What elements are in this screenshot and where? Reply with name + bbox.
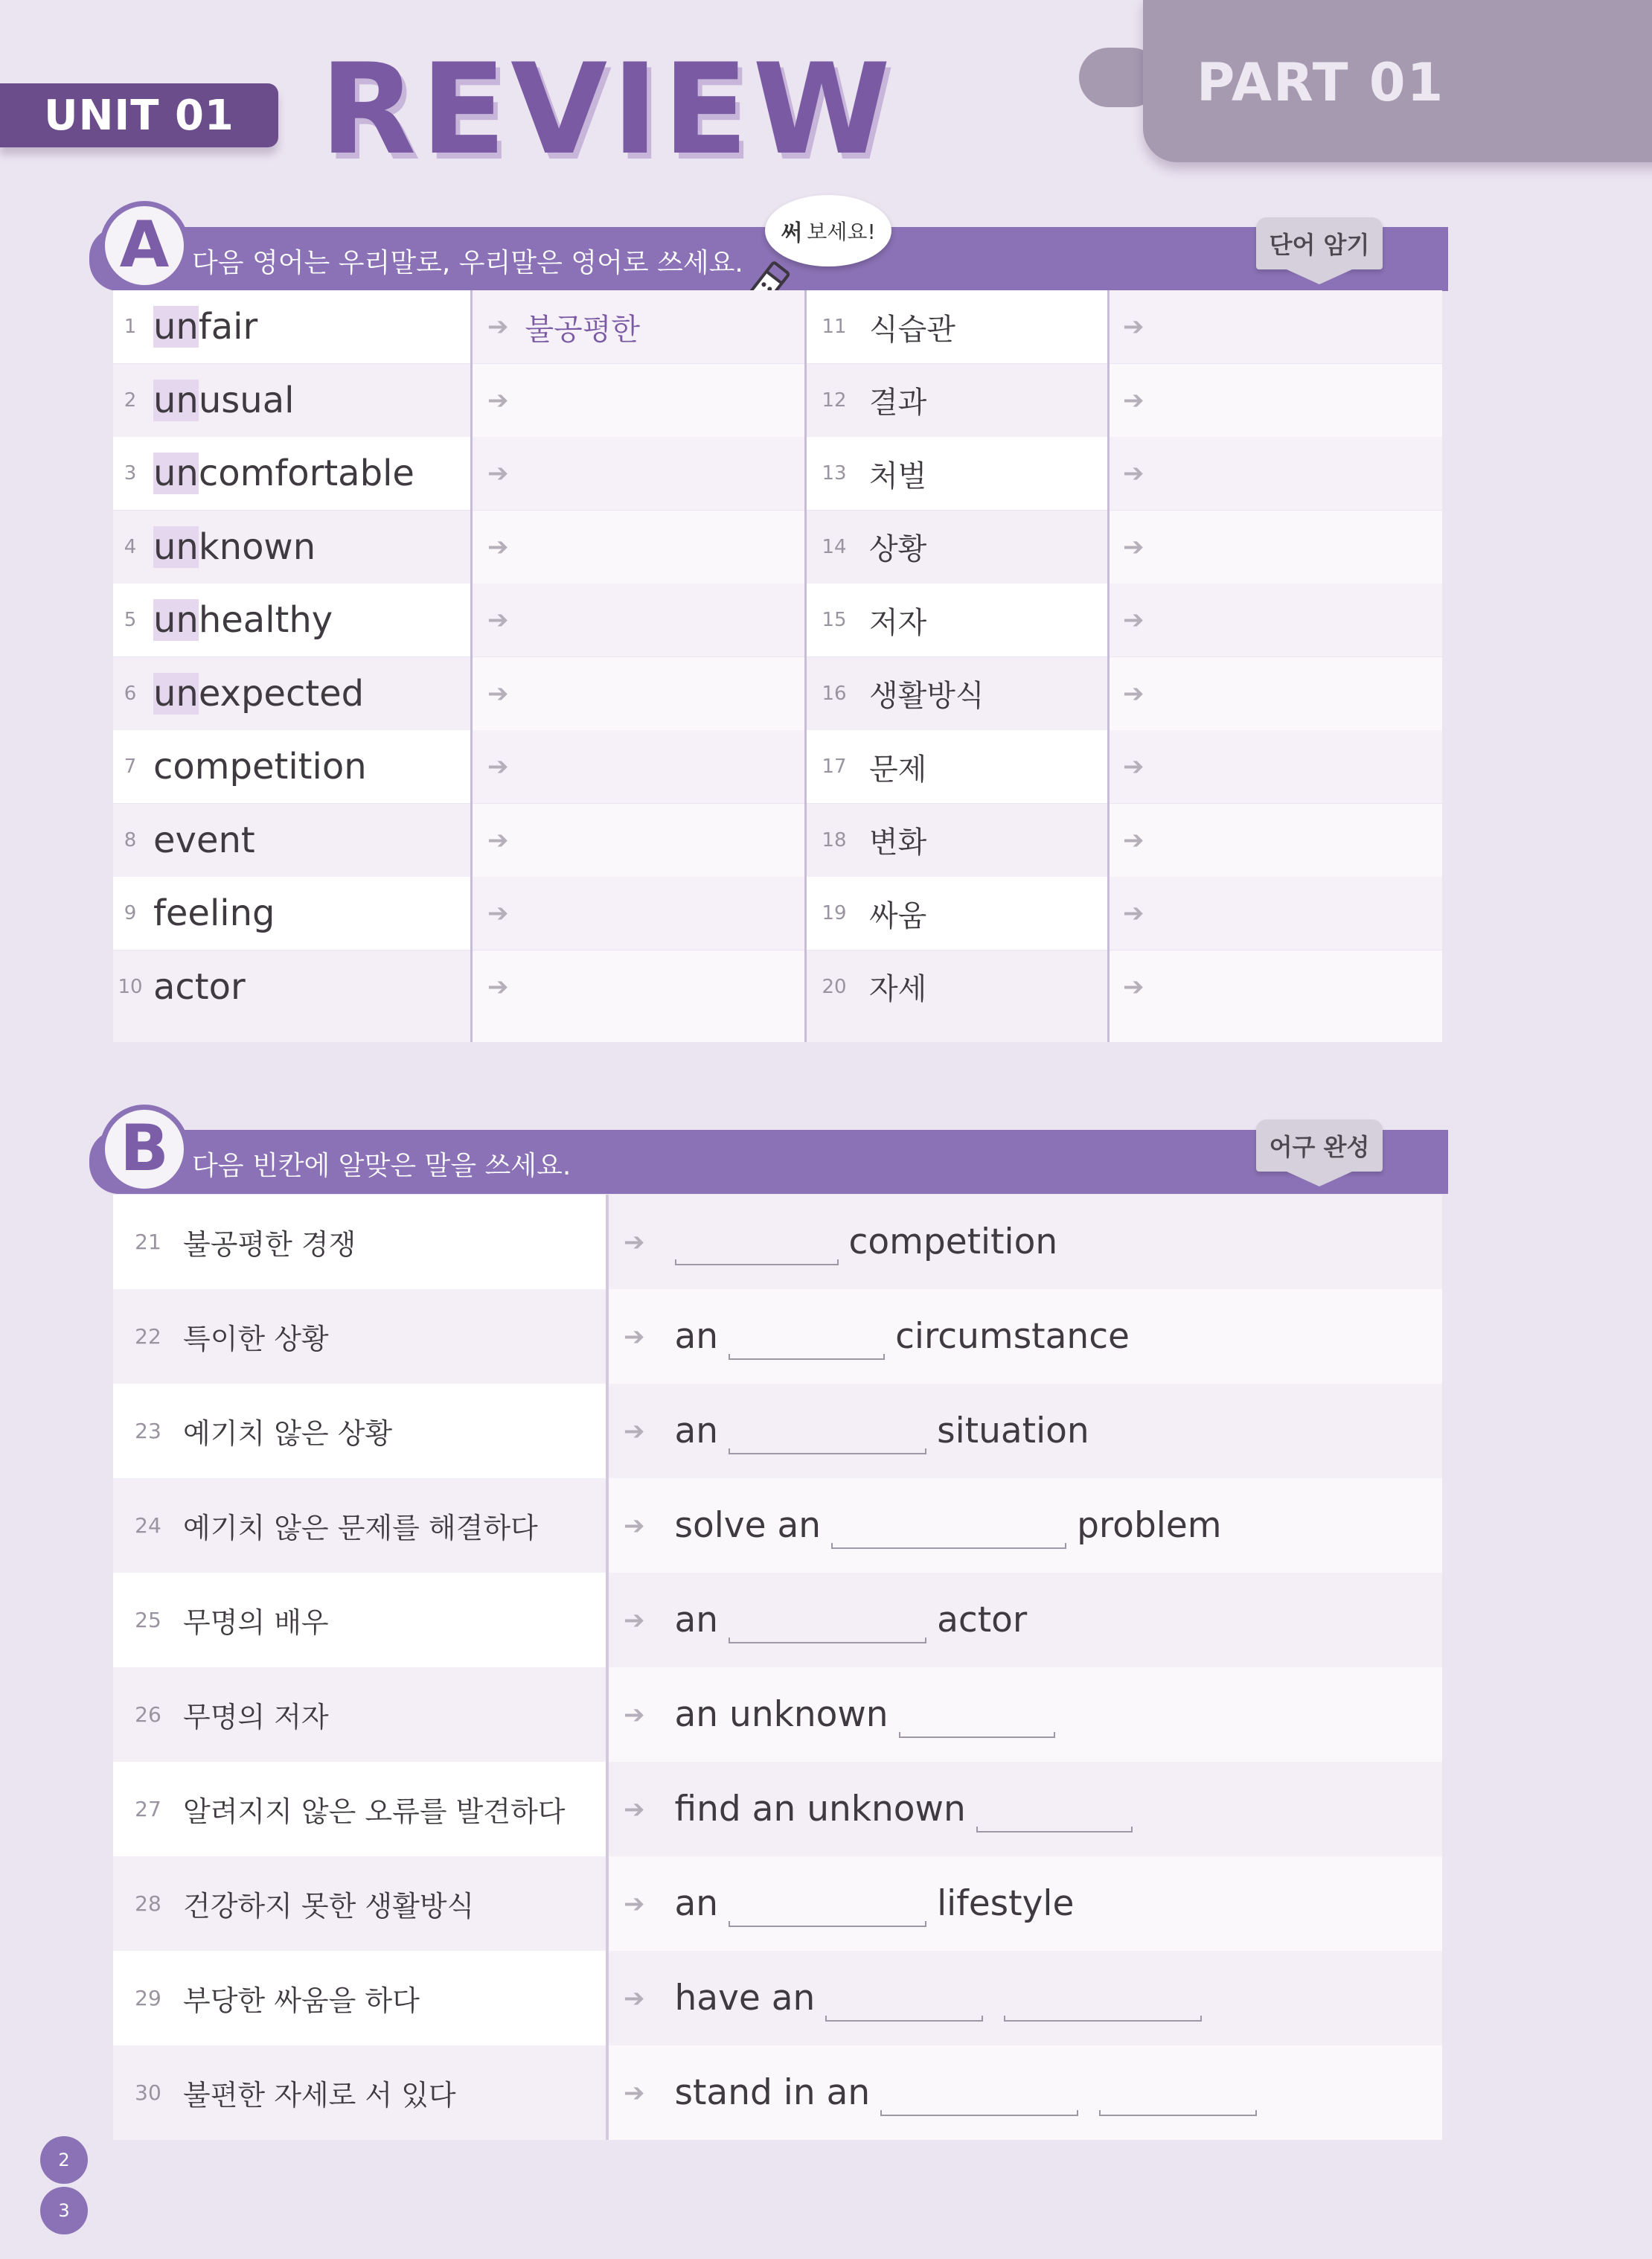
section-a-tag: 단어 암기 (1256, 217, 1383, 269)
arrow-icon: ➔ (624, 1794, 645, 1824)
left-word-cell (113, 511, 470, 584)
right-answer-cell[interactable] (1110, 437, 1442, 510)
right-answer-cell[interactable] (1110, 877, 1442, 950)
item-number: 4 (124, 535, 137, 558)
arrow-icon: ➔ (624, 1510, 645, 1541)
english-word (153, 306, 257, 348)
arrow-icon: ➔ (487, 458, 509, 488)
right-answer-cell[interactable] (1110, 657, 1442, 730)
section-a-letter: A (100, 201, 189, 290)
phrase-after: problem (1077, 1505, 1222, 1546)
english-cell (609, 1478, 1442, 1573)
answer-blank[interactable] (831, 1518, 1066, 1549)
word-prefix: un (153, 525, 199, 568)
right-answer-cell[interactable] (1110, 804, 1442, 877)
left-answer-cell[interactable] (473, 730, 804, 803)
english-phrase (675, 2072, 1268, 2113)
phrase-row (113, 1951, 1442, 2045)
korean-word: 자세 (869, 972, 927, 1006)
phrase-row (113, 1478, 1442, 1573)
english-phrase (675, 1694, 1066, 1735)
item-number: 21 (135, 1230, 161, 1254)
english-word (153, 380, 294, 421)
korean-word: 저자 (869, 605, 927, 640)
left-answer-cell[interactable] (473, 804, 804, 877)
korean-word: 변화 (869, 825, 927, 860)
arrow-icon: ➔ (1123, 971, 1144, 1002)
phrase-after: circumstance (895, 1316, 1130, 1357)
korean-cell (113, 1289, 606, 1384)
phrase-row (113, 1573, 1442, 1667)
korean-cell (113, 1384, 606, 1478)
korean-word: 생활방식 (869, 679, 985, 713)
word-rest: healthy (198, 599, 333, 641)
phrase-before: an (674, 1883, 719, 1924)
word-prefix: un (153, 453, 199, 494)
column-divider (1107, 290, 1110, 1042)
item-number: 28 (135, 1891, 161, 1916)
right-word-cell (807, 804, 1107, 877)
korean-cell (113, 2045, 606, 2140)
left-word-cell (113, 657, 470, 730)
phrase-before: an (674, 1316, 719, 1357)
right-word-cell (807, 877, 1107, 950)
english-phrase (675, 1789, 1143, 1830)
english-cell (609, 1856, 1442, 1951)
answer-blank[interactable] (675, 1234, 839, 1265)
word-prefix: un (153, 306, 199, 348)
item-number: 27 (135, 1797, 161, 1821)
item-number: 10 (118, 975, 143, 998)
right-answer-cell[interactable] (1110, 584, 1442, 656)
section-b-tag: 어구 완성 (1256, 1119, 1383, 1172)
english-word (153, 453, 414, 494)
answer-blank[interactable] (1004, 1990, 1202, 2022)
korean-word: 상황 (869, 532, 927, 566)
english-phrase (675, 1978, 1213, 2019)
item-number: 3 (124, 462, 137, 485)
english-phrase (675, 1316, 1130, 1357)
item-number: 11 (822, 316, 847, 338)
word-rest: usual (198, 379, 295, 421)
left-word-cell (113, 804, 470, 877)
arrow-icon: ➔ (1123, 752, 1144, 782)
arrow-icon: ➔ (1123, 825, 1144, 855)
item-number: 22 (135, 1324, 161, 1349)
right-word-cell (807, 290, 1107, 363)
english-word (153, 526, 316, 568)
english-cell (609, 1667, 1442, 1762)
korean-cell (113, 1573, 606, 1667)
vocab-row (113, 364, 1442, 437)
right-word-cell (807, 584, 1107, 656)
column-divider (804, 290, 807, 1042)
arrow-icon: ➔ (624, 2077, 645, 2108)
arrow-icon: ➔ (487, 678, 509, 709)
right-answer-cell[interactable] (1110, 950, 1442, 1023)
right-answer-cell[interactable] (1110, 511, 1442, 584)
korean-word: 결과 (869, 386, 927, 420)
left-answer-cell[interactable] (473, 290, 804, 363)
phrase-row (113, 1856, 1442, 1951)
korean-phrase: 알려지지 않은 오류를 발견하다 (183, 1795, 566, 1828)
arrow-icon: ➔ (487, 898, 509, 928)
phrase-before: an unknown (674, 1694, 889, 1735)
phrase-before: an (674, 1600, 719, 1640)
arrow-icon: ➔ (487, 312, 509, 342)
answer-blank[interactable] (729, 1896, 926, 1927)
word-rest: known (198, 525, 316, 568)
page-number-left: 2 (40, 2136, 88, 2184)
left-answer-cell[interactable] (473, 364, 804, 437)
item-number: 14 (822, 535, 847, 558)
english-word (153, 746, 367, 787)
phrase-after: situation (937, 1410, 1089, 1451)
left-word-cell (113, 950, 470, 1023)
english-phrase (665, 1221, 1058, 1262)
word-rest: event (153, 819, 255, 861)
korean-phrase: 불편한 자세로 서 있다 (183, 2079, 456, 2112)
section-a-instruction: 다음 영어는 우리말로, 우리말은 영어로 쓰세요. (192, 248, 743, 278)
vocab-row (113, 437, 1442, 510)
answer-blank[interactable] (729, 1612, 926, 1643)
arrow-icon: ➔ (487, 752, 509, 782)
answer-text: 불공평한 (525, 312, 641, 347)
vocab-table (113, 290, 1442, 1042)
left-answer-cell[interactable] (473, 657, 804, 730)
vocab-row (113, 657, 1442, 730)
korean-phrase: 특이한 상황 (183, 1323, 329, 1355)
right-word-cell (807, 950, 1107, 1023)
answer-blank[interactable] (899, 1707, 1055, 1738)
left-answer-cell[interactable] (473, 877, 804, 950)
english-word (153, 892, 275, 934)
item-number: 26 (135, 1702, 161, 1727)
right-answer-cell[interactable] (1110, 364, 1442, 437)
item-number: 23 (135, 1419, 161, 1443)
phrase-row (113, 1195, 1442, 1289)
bubble-bold: 써 (781, 220, 803, 246)
left-word-cell (113, 730, 470, 803)
answer-blank[interactable] (880, 2085, 1078, 2116)
answer-blank[interactable] (729, 1329, 885, 1360)
right-word-cell (807, 730, 1107, 803)
left-word-cell (113, 437, 470, 510)
word-rest: fair (198, 306, 258, 348)
item-number: 24 (135, 1513, 161, 1538)
vocab-row (113, 290, 1442, 363)
korean-phrase: 무명의 저자 (183, 1701, 329, 1734)
column-divider (606, 1195, 609, 2140)
arrow-icon: ➔ (624, 1416, 645, 1446)
phrase-before: solve an (674, 1505, 822, 1546)
phrase-before: have an (674, 1978, 816, 2019)
item-number: 20 (822, 975, 847, 998)
item-number: 18 (822, 828, 847, 851)
answer-blank[interactable] (729, 1423, 926, 1454)
english-word (153, 673, 364, 715)
item-number: 15 (822, 609, 847, 631)
english-phrase (675, 1505, 1222, 1546)
part-label: PART 01 (1197, 52, 1445, 113)
phrase-table (113, 1195, 1442, 2162)
english-cell (609, 1762, 1442, 1856)
arrow-icon: ➔ (487, 825, 509, 855)
english-cell (609, 1384, 1442, 1478)
phrase-row (113, 1762, 1442, 1856)
arrow-icon: ➔ (487, 971, 509, 1002)
item-number: 8 (124, 828, 137, 851)
phrase-after: actor (937, 1600, 1028, 1640)
word-prefix: un (153, 379, 199, 421)
arrow-icon: ➔ (624, 1321, 645, 1352)
bubble-text: 보세요! (807, 220, 876, 244)
korean-cell (113, 1478, 606, 1573)
arrow-icon: ➔ (1123, 605, 1144, 635)
word-rest: expected (198, 672, 365, 715)
item-number: 29 (135, 1986, 161, 2010)
korean-word: 싸움 (869, 898, 927, 933)
arrow-icon: ➔ (1123, 898, 1144, 928)
korean-phrase: 부당한 싸움을 하다 (183, 1984, 420, 2017)
vocab-row (113, 804, 1442, 877)
arrow-icon: ➔ (1123, 458, 1144, 488)
word-rest: comfortable (198, 453, 414, 494)
left-answer-cell[interactable] (473, 584, 804, 656)
arrow-icon: ➔ (624, 1227, 645, 1257)
korean-phrase: 불공평한 경쟁 (183, 1228, 356, 1261)
arrow-icon: ➔ (624, 1605, 645, 1635)
arrow-icon: ➔ (1123, 385, 1144, 415)
english-phrase (675, 1410, 1089, 1451)
item-number: 25 (135, 1608, 161, 1632)
left-answer-cell[interactable] (473, 437, 804, 510)
item-number: 7 (124, 755, 137, 778)
english-phrase (675, 1600, 1028, 1640)
right-word-cell (807, 511, 1107, 584)
arrow-icon: ➔ (1123, 312, 1144, 342)
section-b-letter: B (100, 1105, 189, 1194)
vocab-row (113, 950, 1442, 1023)
korean-cell (113, 1856, 606, 1951)
left-word-cell (113, 290, 470, 363)
korean-word: 문제 (869, 752, 927, 787)
table-footer (113, 1023, 1442, 1042)
arrow-icon: ➔ (487, 385, 509, 415)
word-prefix: un (153, 599, 199, 641)
item-number: 13 (822, 462, 847, 485)
word-rest: competition (153, 746, 367, 787)
arrow-icon: ➔ (487, 531, 509, 562)
section-b-instruction: 다음 빈칸에 알맞은 말을 쓰세요. (192, 1151, 572, 1181)
arrow-icon: ➔ (624, 1983, 645, 2013)
left-answer-cell[interactable] (473, 511, 804, 584)
left-word-cell (113, 877, 470, 950)
left-word-cell (113, 584, 470, 656)
korean-phrase: 건강하지 못한 생활방식 (183, 1890, 475, 1923)
right-word-cell (807, 364, 1107, 437)
korean-word: 처벌 (869, 458, 927, 493)
phrase-row (113, 1384, 1442, 1478)
word-rest: feeling (153, 892, 275, 934)
phrase-row (113, 1667, 1442, 1762)
item-number: 9 (124, 902, 137, 924)
english-cell (609, 1289, 1442, 1384)
english-cell (609, 1573, 1442, 1667)
review-title: REVIEW (320, 36, 895, 182)
item-number: 6 (124, 682, 137, 705)
right-word-cell (807, 657, 1107, 730)
english-word (153, 599, 333, 641)
english-word (153, 819, 255, 861)
english-word (153, 966, 246, 1008)
korean-cell (113, 1195, 606, 1289)
phrase-before: an (674, 1410, 719, 1451)
column-divider (470, 290, 473, 1042)
korean-cell (113, 1762, 606, 1856)
korean-cell (113, 1667, 606, 1762)
english-cell (609, 1195, 1442, 1289)
korean-word: 식습관 (869, 312, 955, 347)
vocab-row (113, 877, 1442, 950)
english-phrase (675, 1883, 1075, 1924)
answer-blank[interactable] (825, 1990, 983, 2022)
right-answer-cell[interactable] (1110, 290, 1442, 363)
phrase-after: lifestyle (937, 1883, 1075, 1924)
english-cell (609, 1951, 1442, 2045)
arrow-icon: ➔ (1123, 678, 1144, 709)
item-number: 5 (124, 609, 137, 631)
english-cell (609, 2045, 1442, 2140)
item-number: 12 (822, 389, 847, 412)
item-number: 2 (124, 389, 137, 412)
phrase-row (113, 2045, 1442, 2140)
item-number: 19 (822, 902, 847, 924)
unit-badge: UNIT 01 (0, 83, 278, 147)
arrow-icon: ➔ (624, 1888, 645, 1919)
item-number: 17 (822, 755, 847, 778)
arrow-icon: ➔ (1123, 531, 1144, 562)
korean-phrase: 무명의 배우 (183, 1606, 329, 1639)
item-number: 16 (822, 682, 847, 705)
arrow-icon: ➔ (624, 1699, 645, 1730)
korean-phrase: 예기치 않은 문제를 해결하다 (183, 1512, 538, 1544)
phrase-before: find an unknown (674, 1789, 966, 1830)
item-number: 1 (124, 316, 137, 338)
korean-cell (113, 1951, 606, 2045)
phrase-before: stand in an (674, 2072, 871, 2113)
answer-blank[interactable] (976, 1801, 1133, 1833)
right-word-cell (807, 437, 1107, 510)
phrase-after: competition (848, 1221, 1058, 1262)
word-prefix: un (153, 672, 199, 715)
left-answer-cell[interactable] (473, 950, 804, 1023)
arrow-icon: ➔ (487, 605, 509, 635)
word-rest: actor (153, 965, 246, 1008)
item-number: 30 (135, 2080, 161, 2105)
answer-blank[interactable] (1099, 2085, 1257, 2116)
right-answer-cell[interactable] (1110, 730, 1442, 803)
left-word-cell (113, 364, 470, 437)
korean-phrase: 예기치 않은 상황 (183, 1417, 393, 1450)
vocab-row (113, 511, 1442, 584)
page-number-right: 3 (40, 2187, 88, 2234)
vocab-row (113, 730, 1442, 803)
vocab-row (113, 584, 1442, 656)
phrase-row (113, 1289, 1442, 1384)
